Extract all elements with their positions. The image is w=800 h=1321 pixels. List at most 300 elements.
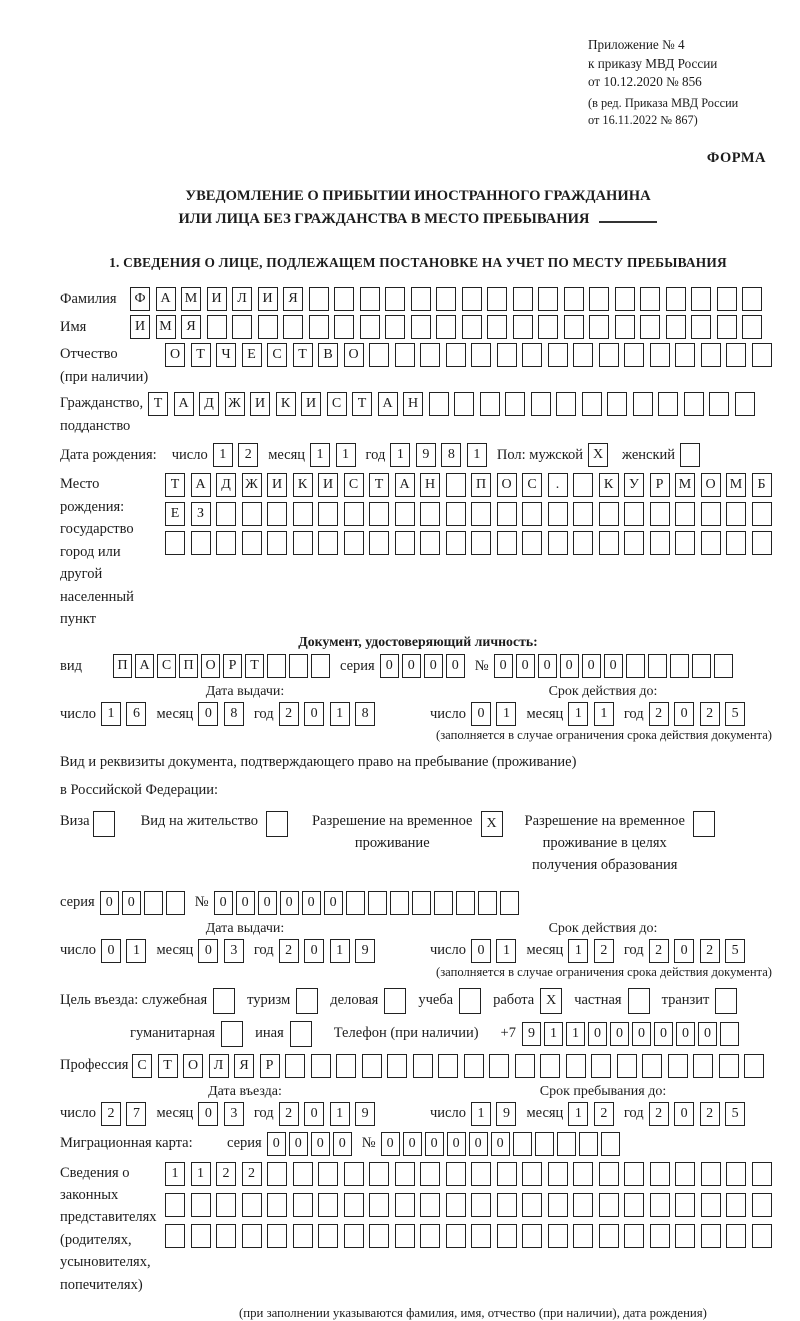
char-cell[interactable] xyxy=(293,1193,313,1217)
char-cell[interactable] xyxy=(289,654,308,678)
char-cell[interactable] xyxy=(599,343,619,367)
char-cell[interactable]: 0 xyxy=(311,1132,330,1156)
char-cell[interactable] xyxy=(462,287,482,311)
char-cell[interactable] xyxy=(384,988,406,1014)
char-cell[interactable] xyxy=(717,287,737,311)
char-cell[interactable] xyxy=(650,531,670,555)
char-cell[interactable] xyxy=(535,1132,554,1156)
char-cell[interactable]: Р xyxy=(223,654,242,678)
char-cell[interactable]: 0 xyxy=(100,891,119,915)
char-cell[interactable] xyxy=(311,1054,331,1078)
char-cell[interactable] xyxy=(368,891,387,915)
char-cell[interactable] xyxy=(216,1193,236,1217)
char-cell[interactable] xyxy=(165,1224,185,1248)
char-cell[interactable] xyxy=(693,811,715,837)
char-cell[interactable]: О xyxy=(183,1054,203,1078)
char-cell[interactable] xyxy=(557,1132,576,1156)
char-cell[interactable] xyxy=(369,1224,389,1248)
char-cell[interactable] xyxy=(752,343,772,367)
char-cell[interactable] xyxy=(436,287,456,311)
char-cell[interactable] xyxy=(497,1193,517,1217)
char-cell[interactable]: П xyxy=(179,654,198,678)
char-cell[interactable]: 2 xyxy=(700,939,720,963)
char-cell[interactable]: 2 xyxy=(279,1102,299,1126)
char-cell[interactable] xyxy=(714,654,733,678)
char-cell[interactable]: Л xyxy=(232,287,252,311)
char-cell[interactable] xyxy=(395,531,415,555)
char-cell[interactable]: Т xyxy=(293,343,313,367)
char-cell[interactable] xyxy=(522,531,542,555)
char-cell[interactable] xyxy=(497,502,517,526)
char-cell[interactable] xyxy=(267,1224,287,1248)
char-cell[interactable] xyxy=(650,343,670,367)
char-cell[interactable]: 2 xyxy=(649,702,669,726)
char-cell[interactable] xyxy=(213,988,235,1014)
char-cell[interactable] xyxy=(589,287,609,311)
char-cell[interactable] xyxy=(680,443,700,467)
char-cell[interactable] xyxy=(318,1193,338,1217)
char-cell[interactable] xyxy=(480,392,500,416)
char-cell[interactable] xyxy=(266,811,288,837)
char-cell[interactable] xyxy=(344,1193,364,1217)
char-cell[interactable] xyxy=(607,392,627,416)
char-cell[interactable] xyxy=(717,315,737,339)
char-cell[interactable] xyxy=(471,343,491,367)
char-cell[interactable]: Я xyxy=(234,1054,254,1078)
char-cell[interactable] xyxy=(369,502,389,526)
char-cell[interactable]: Т xyxy=(369,473,389,497)
char-cell[interactable]: И xyxy=(258,287,278,311)
char-cell[interactable]: 0 xyxy=(491,1132,510,1156)
char-cell[interactable]: 0 xyxy=(402,654,421,678)
char-cell[interactable] xyxy=(675,531,695,555)
char-cell[interactable] xyxy=(436,315,456,339)
char-cell[interactable]: О xyxy=(165,343,185,367)
char-cell[interactable]: 0 xyxy=(674,702,694,726)
char-cell[interactable]: А xyxy=(191,473,211,497)
char-cell[interactable] xyxy=(735,392,755,416)
char-cell[interactable] xyxy=(522,502,542,526)
char-cell[interactable]: О xyxy=(201,654,220,678)
char-cell[interactable] xyxy=(221,1021,243,1047)
char-cell[interactable] xyxy=(548,1162,568,1186)
char-cell[interactable] xyxy=(191,1224,211,1248)
char-cell[interactable]: А xyxy=(378,392,398,416)
char-cell[interactable]: 8 xyxy=(355,702,375,726)
char-cell[interactable]: Т xyxy=(165,473,185,497)
char-cell[interactable] xyxy=(573,473,593,497)
char-cell[interactable] xyxy=(640,287,660,311)
char-cell[interactable] xyxy=(434,891,453,915)
char-cell[interactable]: X xyxy=(540,988,562,1014)
char-cell[interactable] xyxy=(573,1224,593,1248)
char-cell[interactable] xyxy=(726,1162,746,1186)
char-cell[interactable] xyxy=(726,531,746,555)
char-cell[interactable]: 0 xyxy=(198,702,218,726)
char-cell[interactable] xyxy=(344,1162,364,1186)
char-cell[interactable] xyxy=(411,315,431,339)
char-cell[interactable]: 1 xyxy=(213,443,233,467)
char-cell[interactable]: 1 xyxy=(101,702,121,726)
char-cell[interactable]: Т xyxy=(352,392,372,416)
char-cell[interactable] xyxy=(165,531,185,555)
char-cell[interactable]: 0 xyxy=(494,654,513,678)
char-cell[interactable]: 1 xyxy=(496,939,516,963)
char-cell[interactable]: 0 xyxy=(101,939,121,963)
char-cell[interactable]: 0 xyxy=(424,654,443,678)
char-cell[interactable]: 2 xyxy=(649,1102,669,1126)
char-cell[interactable] xyxy=(624,531,644,555)
char-cell[interactable] xyxy=(318,1224,338,1248)
char-cell[interactable]: 1 xyxy=(594,702,614,726)
char-cell[interactable] xyxy=(675,1162,695,1186)
char-cell[interactable] xyxy=(497,1162,517,1186)
char-cell[interactable] xyxy=(573,502,593,526)
char-cell[interactable] xyxy=(726,1193,746,1217)
char-cell[interactable] xyxy=(471,1224,491,1248)
char-cell[interactable] xyxy=(369,343,389,367)
char-cell[interactable] xyxy=(752,1193,772,1217)
char-cell[interactable] xyxy=(701,502,721,526)
char-cell[interactable]: Т xyxy=(245,654,264,678)
char-cell[interactable]: Ф xyxy=(130,287,150,311)
char-cell[interactable] xyxy=(726,502,746,526)
char-cell[interactable] xyxy=(624,1193,644,1217)
char-cell[interactable]: Б xyxy=(752,473,772,497)
char-cell[interactable]: 0 xyxy=(674,939,694,963)
char-cell[interactable] xyxy=(369,1162,389,1186)
char-cell[interactable] xyxy=(752,1162,772,1186)
char-cell[interactable] xyxy=(701,1193,721,1217)
char-cell[interactable]: Ж xyxy=(225,392,245,416)
char-cell[interactable] xyxy=(232,315,252,339)
char-cell[interactable]: 1 xyxy=(310,443,330,467)
char-cell[interactable] xyxy=(726,343,746,367)
char-cell[interactable] xyxy=(446,1162,466,1186)
char-cell[interactable]: Я xyxy=(283,287,303,311)
char-cell[interactable]: 0 xyxy=(471,702,491,726)
char-cell[interactable] xyxy=(589,315,609,339)
char-cell[interactable] xyxy=(471,502,491,526)
char-cell[interactable]: А xyxy=(174,392,194,416)
char-cell[interactable]: Р xyxy=(650,473,670,497)
char-cell[interactable] xyxy=(675,502,695,526)
char-cell[interactable] xyxy=(720,1022,739,1046)
char-cell[interactable]: 0 xyxy=(198,1102,218,1126)
char-cell[interactable]: 1 xyxy=(330,939,350,963)
char-cell[interactable]: 0 xyxy=(381,1132,400,1156)
char-cell[interactable] xyxy=(420,1193,440,1217)
char-cell[interactable]: П xyxy=(113,654,132,678)
char-cell[interactable] xyxy=(446,531,466,555)
char-cell[interactable]: З xyxy=(191,502,211,526)
char-cell[interactable] xyxy=(675,1193,695,1217)
char-cell[interactable]: И xyxy=(301,392,321,416)
char-cell[interactable]: М xyxy=(675,473,695,497)
char-cell[interactable]: 8 xyxy=(224,702,244,726)
char-cell[interactable]: 2 xyxy=(649,939,669,963)
char-cell[interactable] xyxy=(446,1224,466,1248)
char-cell[interactable] xyxy=(538,315,558,339)
char-cell[interactable] xyxy=(573,531,593,555)
char-cell[interactable] xyxy=(715,988,737,1014)
char-cell[interactable]: 5 xyxy=(725,1102,745,1126)
char-cell[interactable] xyxy=(650,1224,670,1248)
char-cell[interactable] xyxy=(454,392,474,416)
char-cell[interactable]: 9 xyxy=(355,1102,375,1126)
char-cell[interactable]: Т xyxy=(191,343,211,367)
char-cell[interactable]: 2 xyxy=(242,1162,262,1186)
char-cell[interactable]: К xyxy=(276,392,296,416)
char-cell[interactable]: 0 xyxy=(267,1132,286,1156)
char-cell[interactable] xyxy=(675,343,695,367)
char-cell[interactable]: 0 xyxy=(425,1132,444,1156)
char-cell[interactable]: X xyxy=(588,443,608,467)
char-cell[interactable] xyxy=(309,287,329,311)
char-cell[interactable] xyxy=(369,1193,389,1217)
char-cell[interactable] xyxy=(573,1193,593,1217)
char-cell[interactable] xyxy=(285,1054,305,1078)
char-cell[interactable] xyxy=(258,315,278,339)
char-cell[interactable]: С xyxy=(327,392,347,416)
char-cell[interactable]: 1 xyxy=(544,1022,563,1046)
char-cell[interactable]: 0 xyxy=(236,891,255,915)
char-cell[interactable] xyxy=(650,502,670,526)
char-cell[interactable] xyxy=(420,1162,440,1186)
char-cell[interactable] xyxy=(650,1162,670,1186)
char-cell[interactable] xyxy=(456,891,475,915)
char-cell[interactable] xyxy=(446,1193,466,1217)
char-cell[interactable]: 3 xyxy=(224,939,244,963)
char-cell[interactable]: 2 xyxy=(279,939,299,963)
char-cell[interactable] xyxy=(334,287,354,311)
char-cell[interactable]: 2 xyxy=(279,702,299,726)
char-cell[interactable] xyxy=(701,343,721,367)
char-cell[interactable] xyxy=(548,343,568,367)
char-cell[interactable] xyxy=(522,1193,542,1217)
char-cell[interactable] xyxy=(564,287,584,311)
char-cell[interactable]: П xyxy=(471,473,491,497)
char-cell[interactable]: О xyxy=(701,473,721,497)
char-cell[interactable] xyxy=(293,531,313,555)
char-cell[interactable] xyxy=(420,343,440,367)
char-cell[interactable]: 0 xyxy=(447,1132,466,1156)
char-cell[interactable] xyxy=(719,1054,739,1078)
char-cell[interactable]: 2 xyxy=(216,1162,236,1186)
char-cell[interactable]: 1 xyxy=(467,443,487,467)
char-cell[interactable] xyxy=(318,531,338,555)
char-cell[interactable]: 0 xyxy=(280,891,299,915)
char-cell[interactable] xyxy=(497,343,517,367)
char-cell[interactable] xyxy=(548,1224,568,1248)
char-cell[interactable]: 1 xyxy=(568,1102,588,1126)
char-cell[interactable] xyxy=(633,392,653,416)
char-cell[interactable] xyxy=(726,1224,746,1248)
char-cell[interactable] xyxy=(573,1162,593,1186)
char-cell[interactable] xyxy=(640,315,660,339)
char-cell[interactable]: 2 xyxy=(700,1102,720,1126)
char-cell[interactable] xyxy=(538,287,558,311)
char-cell[interactable]: 1 xyxy=(568,702,588,726)
char-cell[interactable]: А xyxy=(395,473,415,497)
char-cell[interactable]: Т xyxy=(158,1054,178,1078)
char-cell[interactable] xyxy=(599,502,619,526)
char-cell[interactable] xyxy=(693,1054,713,1078)
char-cell[interactable]: 7 xyxy=(126,1102,146,1126)
char-cell[interactable]: М xyxy=(156,315,176,339)
char-cell[interactable] xyxy=(369,531,389,555)
char-cell[interactable] xyxy=(548,531,568,555)
char-cell[interactable] xyxy=(601,1132,620,1156)
char-cell[interactable] xyxy=(691,315,711,339)
char-cell[interactable] xyxy=(615,315,635,339)
char-cell[interactable] xyxy=(446,343,466,367)
char-cell[interactable]: Л xyxy=(209,1054,229,1078)
char-cell[interactable]: 1 xyxy=(568,939,588,963)
char-cell[interactable]: 0 xyxy=(122,891,141,915)
char-cell[interactable] xyxy=(624,502,644,526)
char-cell[interactable] xyxy=(242,531,262,555)
char-cell[interactable]: Р xyxy=(260,1054,280,1078)
char-cell[interactable] xyxy=(334,315,354,339)
char-cell[interactable] xyxy=(216,1224,236,1248)
char-cell[interactable] xyxy=(471,1193,491,1217)
char-cell[interactable]: X xyxy=(481,811,503,837)
char-cell[interactable] xyxy=(668,1054,688,1078)
char-cell[interactable] xyxy=(360,315,380,339)
char-cell[interactable] xyxy=(744,1054,764,1078)
char-cell[interactable] xyxy=(267,531,287,555)
char-cell[interactable] xyxy=(615,287,635,311)
char-cell[interactable]: 1 xyxy=(566,1022,585,1046)
char-cell[interactable]: 5 xyxy=(725,939,745,963)
char-cell[interactable]: 9 xyxy=(496,1102,516,1126)
char-cell[interactable] xyxy=(515,1054,535,1078)
char-cell[interactable] xyxy=(684,392,704,416)
char-cell[interactable] xyxy=(395,502,415,526)
char-cell[interactable] xyxy=(489,1054,509,1078)
char-cell[interactable] xyxy=(540,1054,560,1078)
char-cell[interactable] xyxy=(531,392,551,416)
char-cell[interactable] xyxy=(691,287,711,311)
char-cell[interactable] xyxy=(309,315,329,339)
char-cell[interactable] xyxy=(500,891,519,915)
char-cell[interactable]: И xyxy=(130,315,150,339)
char-cell[interactable] xyxy=(293,502,313,526)
char-cell[interactable]: С xyxy=(132,1054,152,1078)
char-cell[interactable] xyxy=(497,1224,517,1248)
char-cell[interactable]: 1 xyxy=(126,939,146,963)
char-cell[interactable] xyxy=(336,1054,356,1078)
char-cell[interactable]: 1 xyxy=(191,1162,211,1186)
char-cell[interactable]: 1 xyxy=(390,443,410,467)
char-cell[interactable] xyxy=(648,654,667,678)
char-cell[interactable] xyxy=(462,315,482,339)
char-cell[interactable]: 0 xyxy=(538,654,557,678)
char-cell[interactable] xyxy=(385,315,405,339)
char-cell[interactable]: 1 xyxy=(471,1102,491,1126)
char-cell[interactable] xyxy=(487,315,507,339)
char-cell[interactable] xyxy=(701,1162,721,1186)
char-cell[interactable]: 2 xyxy=(594,939,614,963)
char-cell[interactable]: 2 xyxy=(700,702,720,726)
char-cell[interactable] xyxy=(464,1054,484,1078)
char-cell[interactable]: В xyxy=(318,343,338,367)
char-cell[interactable]: 0 xyxy=(214,891,233,915)
char-cell[interactable]: 0 xyxy=(516,654,535,678)
char-cell[interactable]: О xyxy=(344,343,364,367)
char-cell[interactable] xyxy=(395,343,415,367)
char-cell[interactable] xyxy=(420,1224,440,1248)
char-cell[interactable]: 0 xyxy=(471,939,491,963)
char-cell[interactable]: 1 xyxy=(330,702,350,726)
char-cell[interactable] xyxy=(360,287,380,311)
char-cell[interactable]: К xyxy=(293,473,313,497)
char-cell[interactable]: Е xyxy=(242,343,262,367)
char-cell[interactable]: 0 xyxy=(698,1022,717,1046)
char-cell[interactable]: 8 xyxy=(441,443,461,467)
char-cell[interactable] xyxy=(293,1224,313,1248)
char-cell[interactable] xyxy=(242,1224,262,1248)
char-cell[interactable] xyxy=(296,988,318,1014)
char-cell[interactable] xyxy=(556,392,576,416)
char-cell[interactable] xyxy=(395,1162,415,1186)
char-cell[interactable] xyxy=(242,1193,262,1217)
char-cell[interactable] xyxy=(318,502,338,526)
char-cell[interactable] xyxy=(658,392,678,416)
char-cell[interactable]: 0 xyxy=(198,939,218,963)
char-cell[interactable] xyxy=(283,315,303,339)
char-cell[interactable]: 0 xyxy=(604,654,623,678)
char-cell[interactable] xyxy=(478,891,497,915)
char-cell[interactable]: 0 xyxy=(588,1022,607,1046)
char-cell[interactable] xyxy=(624,343,644,367)
char-cell[interactable] xyxy=(752,502,772,526)
char-cell[interactable]: 1 xyxy=(330,1102,350,1126)
char-cell[interactable] xyxy=(670,654,689,678)
char-cell[interactable]: 0 xyxy=(632,1022,651,1046)
char-cell[interactable] xyxy=(624,1224,644,1248)
char-cell[interactable]: М xyxy=(726,473,746,497)
char-cell[interactable] xyxy=(311,654,330,678)
char-cell[interactable] xyxy=(216,502,236,526)
char-cell[interactable]: 2 xyxy=(238,443,258,467)
char-cell[interactable] xyxy=(666,315,686,339)
char-cell[interactable]: 9 xyxy=(355,939,375,963)
char-cell[interactable] xyxy=(513,1132,532,1156)
char-cell[interactable]: 0 xyxy=(324,891,343,915)
char-cell[interactable] xyxy=(752,1224,772,1248)
char-cell[interactable] xyxy=(446,473,466,497)
char-cell[interactable] xyxy=(420,502,440,526)
char-cell[interactable]: А xyxy=(135,654,154,678)
char-cell[interactable]: К xyxy=(599,473,619,497)
char-cell[interactable] xyxy=(413,1054,433,1078)
char-cell[interactable] xyxy=(390,891,409,915)
char-cell[interactable]: Ж xyxy=(242,473,262,497)
char-cell[interactable] xyxy=(579,1132,598,1156)
char-cell[interactable] xyxy=(591,1054,611,1078)
char-cell[interactable] xyxy=(267,1193,287,1217)
char-cell[interactable] xyxy=(412,891,431,915)
char-cell[interactable] xyxy=(165,1193,185,1217)
char-cell[interactable] xyxy=(293,1162,313,1186)
char-cell[interactable] xyxy=(628,988,650,1014)
char-cell[interactable] xyxy=(267,1162,287,1186)
char-cell[interactable]: 0 xyxy=(582,654,601,678)
char-cell[interactable] xyxy=(144,891,163,915)
char-cell[interactable] xyxy=(650,1193,670,1217)
